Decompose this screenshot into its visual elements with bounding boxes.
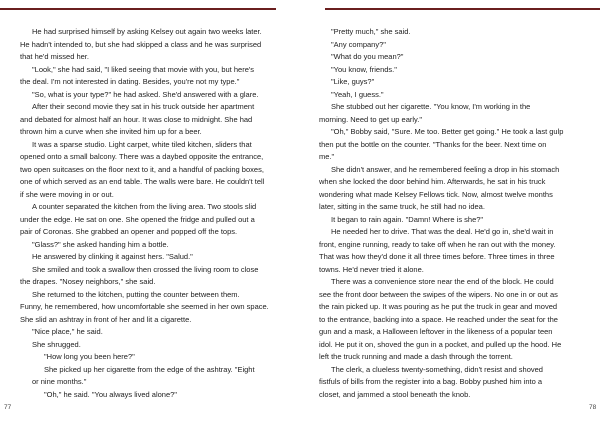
text-line: He hadn't intended to, but she had skipped a class and he was surprised bbox=[20, 39, 262, 49]
text-line: That was how they'd done it all three times before. Three times in three bbox=[319, 252, 555, 261]
text-line: "Yeah, I guess." bbox=[331, 89, 384, 99]
text-line: "Glass?" she asked handing him a bottle. bbox=[32, 239, 169, 249]
left-header-rule bbox=[0, 8, 276, 10]
right-page-number: 78 bbox=[589, 404, 597, 411]
text-line: then put the bottle on the counter. "Thanks for the beer. Next time on bbox=[319, 139, 547, 149]
text-line: closet, and jammed a stool beneath the knob. bbox=[319, 389, 471, 399]
text-line: "Pretty much," she said. bbox=[331, 27, 411, 36]
text-line: The clerk, a clueless twenty-something, didn't resist and shoved bbox=[331, 364, 543, 374]
text-line: Funny, he remembered, how uncomfortable she seemed in her own space. bbox=[20, 302, 269, 311]
left-page-text bbox=[20, 26, 283, 401]
text-line: thrown him a curve when she invited him up for a beer. bbox=[20, 127, 202, 136]
text-line: idol. He put it on, shoved the gun in a pocket, and pulled up the hood. He bbox=[319, 339, 562, 349]
text-line: one of which served as an end table. The walls were bare. He couldn't tell bbox=[20, 177, 265, 186]
text-line: that he'd missed her. bbox=[20, 52, 89, 61]
left-page-number: 77 bbox=[4, 404, 12, 411]
right-page-text bbox=[319, 26, 584, 401]
text-line: two open suitcases on the floor next to it, and a handful of packing boxes, bbox=[20, 164, 264, 174]
text-line: She didn't answer, and he remembered feeling a drop in his stomach bbox=[331, 164, 560, 174]
text-line: She smiled and took a swallow then crossed the living room to close bbox=[32, 264, 259, 274]
text-line: "You know, friends." bbox=[331, 64, 397, 74]
text-line: front, engine running, ready to take off when he ran out with the money. bbox=[319, 239, 556, 249]
text-line: "Look," she had said, "I liked seeing that movie with you, but here's bbox=[32, 64, 255, 74]
text-line: After their second movie they sat in his truck outside her apartment bbox=[32, 102, 255, 111]
text-line: or nine months." bbox=[32, 377, 87, 386]
text-line: fistfuls of bills from the register into a bag. Bobby pushed him into a bbox=[319, 377, 543, 386]
text-line: if she were moving in or out. bbox=[20, 189, 114, 199]
text-line: and debated for almost half an hour. It was close to midnight. She had bbox=[20, 114, 253, 124]
text-line: gun and a mask, a Halloween leftover in the likeness of a popular teen bbox=[319, 327, 553, 336]
text-line: "Nice place," he said. bbox=[32, 327, 103, 336]
text-line: It began to rain again. "Damn! Where is she?" bbox=[331, 214, 484, 224]
text-line: He had surprised himself by asking Kelsey out again two weeks later. bbox=[32, 27, 262, 36]
text-line: morning. Need to get up early." bbox=[319, 114, 422, 124]
text-line: opened onto a small balcony. There was a daybed opposite the entrance, bbox=[20, 152, 264, 161]
text-line: She shrugged. bbox=[32, 339, 81, 349]
text-line: He needed her to drive. That was the deal. He'd go in, she'd wait in bbox=[331, 227, 554, 236]
text-line: "So, what is your type?" he had asked. She'd answered with a glare. bbox=[32, 89, 259, 99]
text-line: see the front door between the swipes of the wipers. No one in or out as bbox=[319, 289, 558, 299]
text-line: A counter separated the kitchen from the living area. Two stools slid bbox=[32, 202, 257, 211]
text-line: "Like, guys?" bbox=[331, 77, 375, 86]
text-line: She returned to the kitchen, putting the counter between them. bbox=[32, 289, 240, 299]
text-line: the deal. I'm not interested in dating. Besides, you're not my type." bbox=[20, 77, 240, 86]
text-line: left the truck running and made a dash through the torrent. bbox=[319, 352, 513, 361]
text-line: She picked up her cigarette from the edge of the ashtray. "Eight bbox=[44, 364, 255, 374]
text-line: later, sitting in the same truck, he still had no idea. bbox=[319, 202, 485, 211]
text-line: under the edge. He sat on one. She opened the fridge and pulled out a bbox=[20, 214, 255, 224]
text-line: "How long you been here?" bbox=[44, 352, 135, 361]
text-line: "What do you mean?" bbox=[331, 52, 404, 61]
text-line: He answered by clinking it against hers. "Salud." bbox=[32, 252, 193, 261]
text-line: me." bbox=[319, 152, 335, 161]
text-line: pair of Coronas. She grabbed an opener and popped off the tops. bbox=[20, 227, 238, 236]
text-line: She slid an ashtray in front of her and lit a cigarette. bbox=[20, 314, 192, 324]
text-line: It was a sparse studio. Light carpet, white tiled kitchen, sliders that bbox=[32, 139, 252, 149]
text-line: the drapes. "Nosey neighbors," she said. bbox=[20, 277, 156, 286]
text-line: "Oh," Bobby said, "Sure. Me too. Better get going." He took a last gulp bbox=[331, 127, 564, 136]
text-line: to the entrance, backing into a space. He reached under the seat for the bbox=[319, 314, 558, 324]
right-header-rule bbox=[325, 8, 600, 10]
text-line: towns. He'd never tried it alone. bbox=[319, 264, 424, 274]
text-line: There was a convenience store near the end of the block. He could bbox=[331, 277, 554, 286]
text-line: "Any company?" bbox=[331, 39, 386, 49]
text-line: wondering what made Kelsey Fellows tick. Now, almost twelve months bbox=[319, 189, 553, 199]
text-line: She stubbed out her cigarette. "You know, I'm working in the bbox=[331, 102, 531, 111]
text-line: the rain picked up. It was pouring as he put the truck in gear and moved bbox=[319, 302, 558, 311]
text-line: "Oh," he said. "You always lived alone?" bbox=[44, 389, 177, 399]
text-line: when she locked the door behind him. Afterwards, he sat in his truck bbox=[319, 177, 546, 186]
